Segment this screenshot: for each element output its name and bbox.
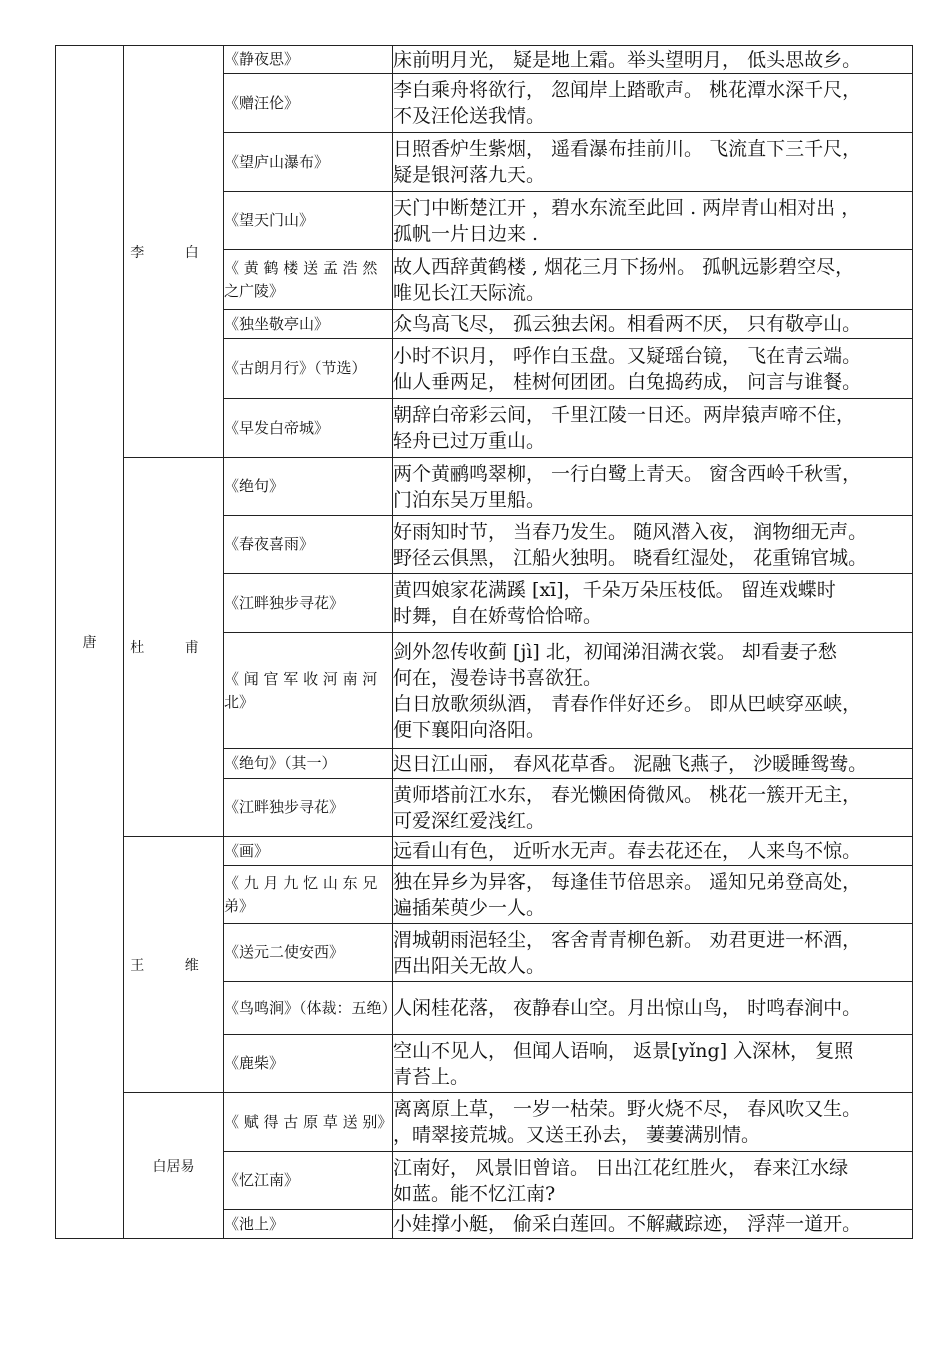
poem-title-cell: 《江畔独步寻花》 xyxy=(224,574,393,633)
poem-text-cell xyxy=(393,866,913,924)
poem-line: 故人西辞黄鹤楼 , 烟花三月下扬州。 孤帆远影碧空尽， xyxy=(393,255,855,278)
poem-line: 日照香炉生紫烟， 遥看瀑布挂前川。 飞流直下三千尺， xyxy=(393,138,862,160)
table-row xyxy=(56,1093,913,1152)
poem-title-cell: 《 赋 得 古 原 草 送 别》 xyxy=(224,1093,393,1152)
poem-text-cell xyxy=(393,982,913,1035)
poem-text-cell xyxy=(393,192,913,250)
poet-name-cell: 李 白 xyxy=(124,46,224,458)
poem-line: 朝辞白帝彩云间， 千里江陵一日还。两岸猿声啼不住， xyxy=(393,404,856,426)
poet-name-cell: 王 维 xyxy=(124,837,224,1093)
poem-text-cell xyxy=(393,1035,913,1093)
poem-text-cell xyxy=(393,837,913,866)
poem-line: 远看山有色， 近听水无声。春去花还在， 人来鸟不惊。 xyxy=(393,840,862,862)
poet-name-cell: 杜 甫 xyxy=(124,458,224,837)
poet-name-cell: 白居易 xyxy=(124,1093,224,1239)
poem-text-cell xyxy=(393,74,913,133)
poem-text-cell xyxy=(393,250,913,310)
poem-title-cell: 《早发白帝城》 xyxy=(224,399,393,458)
poem-title-cell: 《鸟鸣涧》（体裁：五绝） xyxy=(224,982,393,1035)
poem-title-cell: 《赠汪伦》 xyxy=(224,74,393,133)
poem-text-cell xyxy=(393,399,913,458)
poem-title-cell: 《送元二使安西》 xyxy=(224,924,393,982)
poem-text-cell xyxy=(393,339,913,399)
poem-text-cell xyxy=(393,749,913,779)
poem-title-cell: 《鹿柴》 xyxy=(224,1035,393,1093)
dynasty-cell: 唐 xyxy=(56,46,124,1239)
poem-text-cell xyxy=(393,1093,913,1152)
poem-text-cell xyxy=(393,1210,913,1239)
poem-title-cell: 《望庐山瀑布》 xyxy=(224,133,393,192)
poem-line: 孤帆一片日边来 . xyxy=(393,222,539,245)
poem-line: 小娃撑小艇， 偷采白莲回。不解藏踪迹， 浮萍一道开。 xyxy=(393,1213,862,1235)
poem-table xyxy=(55,45,913,1239)
poem-table-body xyxy=(56,46,913,1239)
poem-text-cell xyxy=(393,310,913,339)
table-row xyxy=(56,46,913,74)
table-row xyxy=(56,837,913,866)
poem-line: 黄师塔前江水东， 春光懒困倚微风。 桃花一簇开无主， xyxy=(393,783,862,806)
poem-line: 小时不识月， 呼作白玉盘。又疑瑶台镜， 飞在青云端。 xyxy=(393,344,862,367)
poem-line: 疑是银河落九天。 xyxy=(393,164,546,186)
poem-line: 好雨知时节， 当春乃发生。 随风潜入夜， 润物细无声。 xyxy=(393,520,868,543)
poem-title-cell: 《静夜思》 xyxy=(224,46,393,74)
poem-line: 何在，漫卷诗书喜欲狂。 xyxy=(393,666,603,689)
poem-line: 白日放歌须纵酒， 青春作伴好还乡。 即从巴峡穿巫峡， xyxy=(393,692,862,715)
poem-line: 人闲桂花落， 夜静春山空。月出惊山鸟， 时鸣春涧中。 xyxy=(393,997,862,1019)
poem-line: 天门中断楚江开 ，碧水东流至此回 . 两岸青山相对出 ， xyxy=(393,196,861,219)
poem-line: 黄四娘家花满蹊 [xī]，千朵万朵压枝低。 留连戏蝶时 xyxy=(393,579,836,601)
poem-line: 如蓝。能不忆江南? xyxy=(393,1182,556,1205)
poem-text-cell xyxy=(393,1152,913,1210)
table-row xyxy=(56,458,913,516)
poem-line: 唯见长江天际流。 xyxy=(393,281,546,304)
poem-title-cell: 《忆江南》 xyxy=(224,1152,393,1210)
poem-title-cell: 《江畔独步寻花》 xyxy=(224,779,393,837)
poem-title-cell: 《池上》 xyxy=(224,1210,393,1239)
poem-line: ，晴翠接荒城。又送王孙去， 萋萋满别情。 xyxy=(393,1124,761,1146)
poem-text-cell xyxy=(393,458,913,516)
poem-title-cell: 《 黄 鹤 楼 送 孟 浩 然之广陵》 xyxy=(224,250,393,310)
poem-text-cell xyxy=(393,574,913,633)
poem-text-cell xyxy=(393,924,913,982)
poem-title-cell: 《独坐敬亭山》 xyxy=(224,310,393,339)
poem-line: 独在异乡为异客， 每逢佳节倍思亲。 遥知兄弟登高处， xyxy=(393,870,862,893)
poem-title-cell: 《画》 xyxy=(224,837,393,866)
poem-line: 剑外忽传收蓟 [jì] 北，初闻涕泪满衣裳。 却看妻子愁 xyxy=(393,640,837,663)
poem-line: 床前明月光， 疑是地上霜。举头望明月， 低头思故乡。 xyxy=(393,48,862,71)
poem-line: 迟日江山丽， 春风花草香。 泥融飞燕子， 沙暖睡鸳鸯。 xyxy=(393,752,868,775)
poem-title-cell: 《古朗月行》（节选） xyxy=(224,339,393,399)
poem-line: 江南好， 风景旧曾谙。 日出江花红胜火， 春来江水绿 xyxy=(393,1156,849,1179)
poem-line: 离离原上草， 一岁一枯荣。野火烧不尽， 春风吹又生。 xyxy=(393,1098,862,1120)
poem-line: 不及汪伦送我情。 xyxy=(393,105,546,127)
poem-title-cell: 《望天门山》 xyxy=(224,192,393,250)
poem-text-cell xyxy=(393,133,913,192)
poem-line: 青苔上。 xyxy=(393,1065,470,1088)
poem-text-cell xyxy=(393,46,913,74)
poem-line: 可爱深红爱浅红。 xyxy=(393,809,546,832)
poem-line: 众鸟高飞尽， 孤云独去闲。相看两不厌， 只有敬亭山。 xyxy=(393,313,862,335)
poem-line: 遍插茱萸少一人。 xyxy=(393,896,546,919)
poem-line: 野径云俱黑， 江船火独明。 晓看红湿处， 花重锦官城。 xyxy=(393,546,868,569)
poem-text-cell xyxy=(393,779,913,837)
poem-line: 两个黄鹂鸣翠柳， 一行白鹭上青天。 窗含西岭千秋雪， xyxy=(393,462,862,485)
poem-title-cell: 《 九 月 九 忆 山 东 兄弟》 xyxy=(224,866,393,924)
poem-line: 仙人垂两足， 桂树何团团。白兔捣药成， 问言与谁餐。 xyxy=(393,370,862,393)
poem-line: 门泊东吴万里船。 xyxy=(393,488,546,511)
poem-line: 时舞，自在娇莺恰恰啼。 xyxy=(393,605,603,627)
poem-line: 西出阳关无故人。 xyxy=(393,954,546,977)
poem-line: 轻舟已过万重山。 xyxy=(393,430,546,452)
poem-line: 渭城朝雨浥轻尘， 客舍青青柳色新。 劝君更进一杯酒， xyxy=(393,928,862,951)
poem-line: 空山不见人， 但闻人语响， 返景[yǐng] 入深林， 复照 xyxy=(393,1039,854,1062)
poem-title-cell: 《 闻 官 军 收 河 南 河北》 xyxy=(224,633,393,749)
poem-text-cell xyxy=(393,516,913,574)
poem-title-cell: 《绝句》（其一） xyxy=(224,749,393,779)
poem-title-cell: 《绝句》 xyxy=(224,458,393,516)
poem-title-cell: 《春夜喜雨》 xyxy=(224,516,393,574)
poem-line: 李白乘舟将欲行， 忽闻岸上踏歌声。 桃花潭水深千尺， xyxy=(393,79,862,101)
poem-line: 便下襄阳向洛阳。 xyxy=(393,718,546,741)
poem-text-cell xyxy=(393,633,913,749)
